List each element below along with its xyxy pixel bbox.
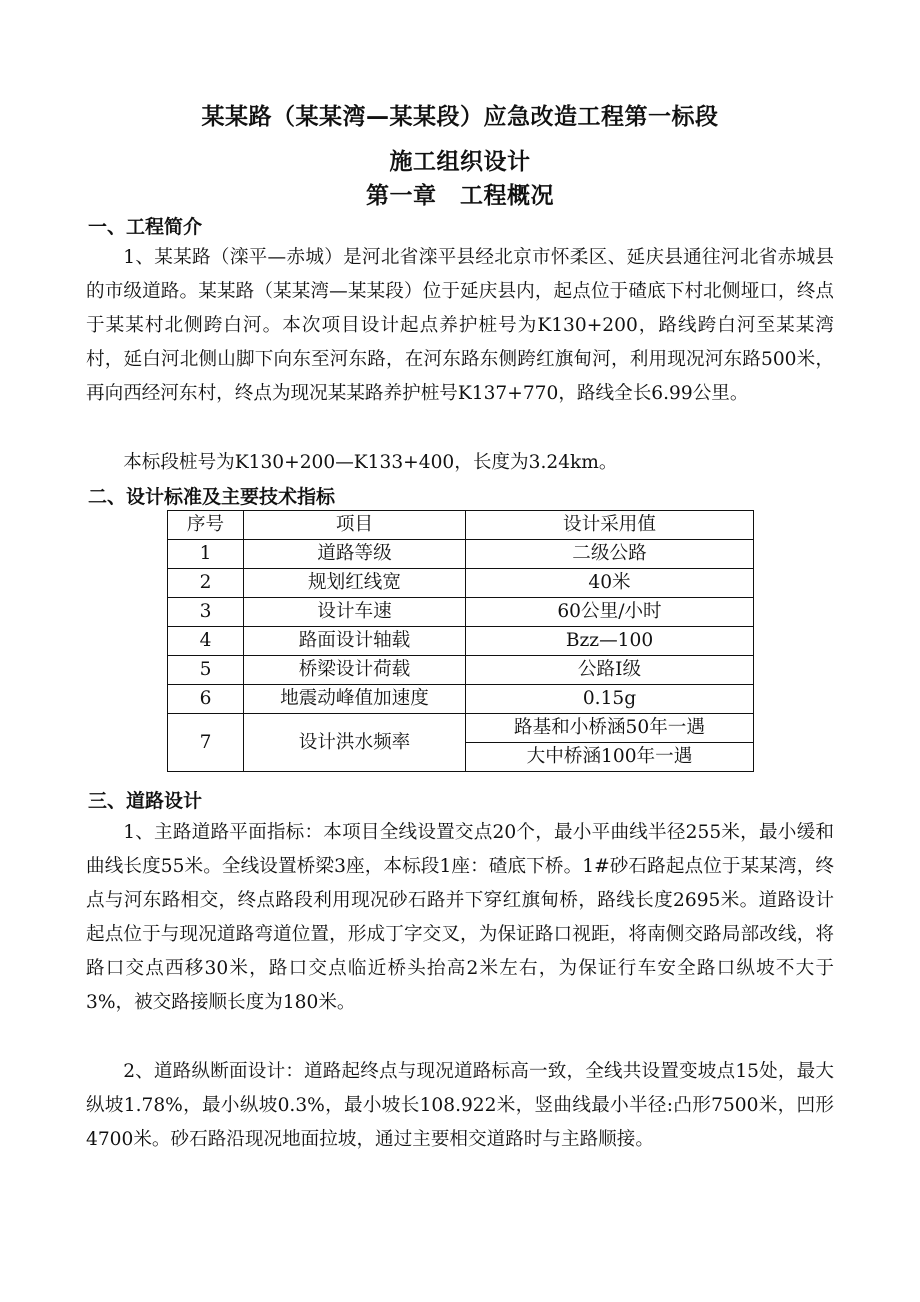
table-cell: 4 xyxy=(168,627,244,656)
table-cell: 设计车速 xyxy=(244,598,466,627)
table-cell: 7 xyxy=(168,714,244,772)
table-cell: 大中桥涵100年一遇 xyxy=(466,743,754,772)
table-cell: 1 xyxy=(168,540,244,569)
table-cell: 道路等级 xyxy=(244,540,466,569)
section-heading-overview: 一、工程简介 xyxy=(88,216,203,238)
table-row xyxy=(168,685,754,714)
section-heading-standards: 二、设计标准及主要技术指标 xyxy=(88,486,336,508)
table-cell: 0.15g xyxy=(466,685,754,714)
section-heading-road-design: 三、道路设计 xyxy=(88,790,203,812)
table-cell: 地震动峰值加速度 xyxy=(244,685,466,714)
table-header-row xyxy=(168,511,754,540)
road-design-paragraph-2: 2、道路纵断面设计：道路起终点与现况道路标高一致，全线共设置变坡点15处，最大纵坡1.78%，最小纵坡0.3%，最小坡长108.922米，竖曲线最小半径:凸形7500米，凹形4700米。砂石路沿现况地面拉坡，通过主要相交道路时与主路顺接。 xyxy=(86,1061,834,1150)
table-cell: 60公里/小时 xyxy=(466,598,754,627)
table-cell: Bzz—100 xyxy=(466,627,754,656)
overview-paragraph-2: 本标段桩号为K130+200—K133+400，长度为3.24km。 xyxy=(123,452,618,473)
road-design-paragraph-1: 1、主路道路平面指标：本项目全线设置交点20个，最小平曲线半径255米，最小缓和曲线长度55米。全线设置桥梁3座，本标段1座：碴底下桥。1#砂石路起点位于某某湾，终点与河东路相交，终点路段利用现况砂石路并下穿红旗甸桥，路线长度2695米。道路设计起点位于与现况道路弯道位置，形成丁字交叉，为保证路口视距，将南侧交路局部改线，将路口交点西移30米，路口交点临近桥头抬高2米左右，为保证行车安全路口纵坡不大于3%，被交路接顺长度为180米。 xyxy=(86,822,834,1013)
table-cell: 40米 xyxy=(466,569,754,598)
table-row xyxy=(168,714,754,743)
table-cell: 3 xyxy=(168,598,244,627)
table-cell: 二级公路 xyxy=(466,540,754,569)
table-cell: 6 xyxy=(168,685,244,714)
table-row xyxy=(168,569,754,598)
table-cell: 5 xyxy=(168,656,244,685)
table-header-cell: 项目 xyxy=(244,511,466,540)
table-header-cell: 设计采用值 xyxy=(466,511,754,540)
table-cell: 桥梁设计荷载 xyxy=(244,656,466,685)
document-title: 某某路（某某湾—某某段）应急改造工程第一标段 xyxy=(201,104,719,130)
table-row xyxy=(168,540,754,569)
table-row xyxy=(168,598,754,627)
table-cell: 规划红线宽 xyxy=(244,569,466,598)
table-row xyxy=(168,627,754,656)
table-cell: 2 xyxy=(168,569,244,598)
table-cell: 路面设计轴载 xyxy=(244,627,466,656)
table-row xyxy=(168,656,754,685)
table-cell: 公路Ⅰ级 xyxy=(466,656,754,685)
table-cell: 设计洪水频率 xyxy=(244,714,466,772)
standards-table xyxy=(167,510,754,772)
overview-paragraph-1: 1、某某路（滦平—赤城）是河北省滦平县经北京市怀柔区、延庆县通往河北省赤城县的市级道路。某某路（某某湾—某某段）位于延庆县内，起点位于碴底下村北侧垭口，终点于某某村北侧跨白河。本次项目设计起点养护桩号为K130+200，路线跨白河至某某湾村，延白河北侧山脚下向东至河东路，在河东路东侧跨红旗甸河，利用现况河东路500米，再向西经河东村，终点为现况某某路养护桩号K137+770，路线全长6.99公里。 xyxy=(86,247,834,404)
chapter-title: 第一章 工程概况 xyxy=(366,183,554,209)
document-subtitle: 施工组织设计 xyxy=(389,149,531,175)
table-cell: 路基和小桥涵50年一遇 xyxy=(466,714,754,743)
table-header-cell: 序号 xyxy=(168,511,244,540)
